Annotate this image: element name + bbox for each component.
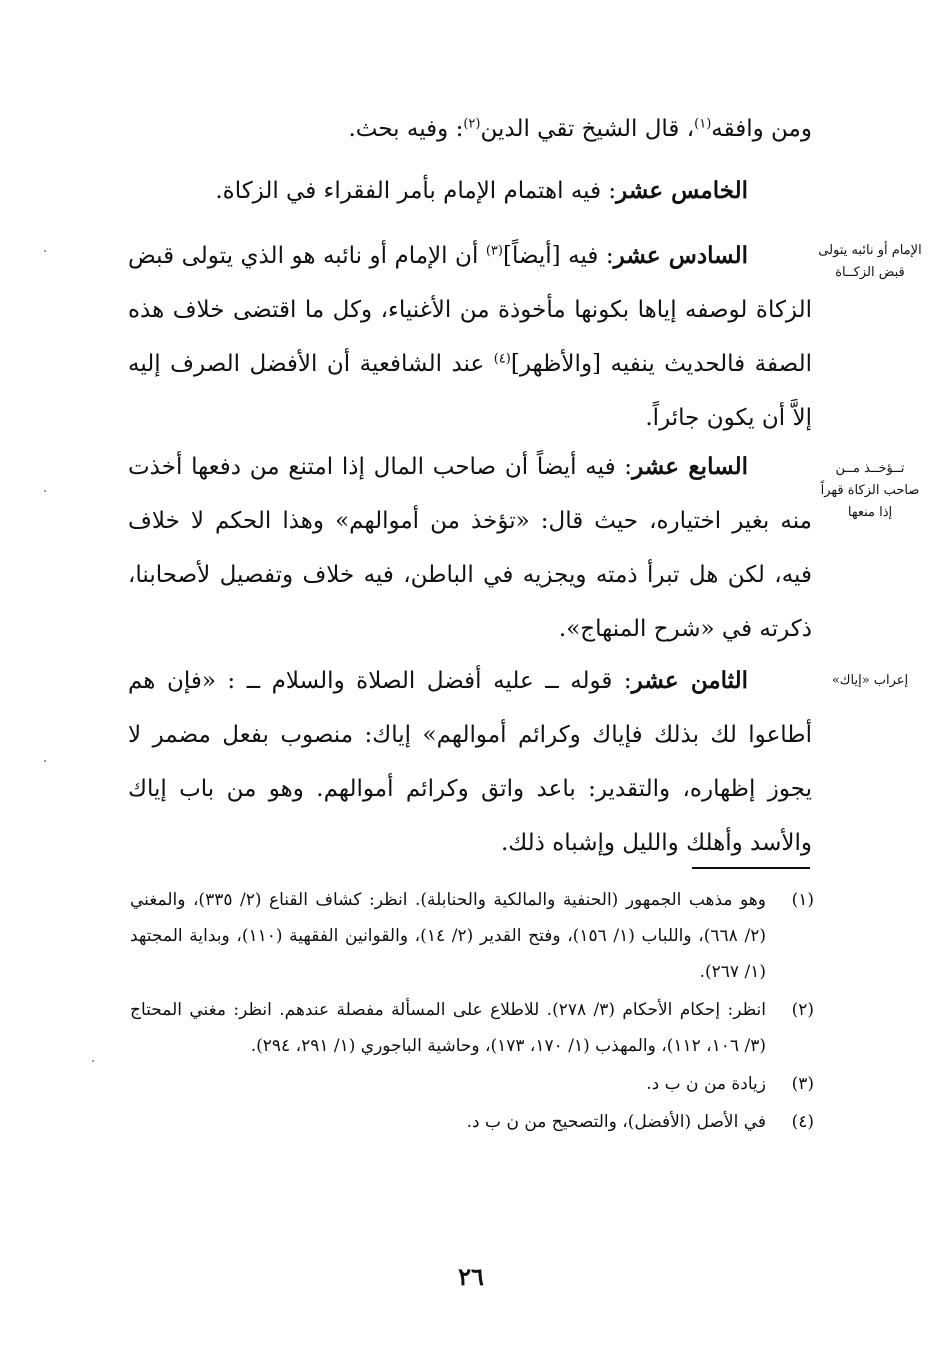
side-note-iyyaka-parsing: إعراب «إياك» (831, 673, 909, 688)
intro-text-c: : وفيه بحث. (348, 116, 464, 142)
paragraph-16-heading: السادس عشر (613, 242, 749, 269)
intro-text-b: ، قال الشيخ تقي الدين (480, 116, 695, 142)
paragraph-15-heading: الخامس عشر (616, 177, 748, 204)
intro-line (128, 102, 812, 156)
footnote-ref-4[interactable]: (٤) (493, 351, 511, 367)
paragraph-16-text-b: أن الإمام أو نائبه هو الذي يتولى قبض الزكاة لوصفه إياها بكونها مأخوذة من الأغنياء، وكل ما اقتضى خلاف هذه الصفة فالحديث ينفيه [والأظهر] (128, 243, 812, 377)
scan-dot (44, 760, 46, 762)
footnotes (130, 882, 814, 1142)
footnote-ref-3[interactable]: (٣) (485, 243, 503, 259)
footnote-1 (130, 882, 814, 990)
paragraph-18 (128, 654, 812, 870)
footnote-number: (٣) (791, 1074, 814, 1094)
scan-dot (44, 490, 46, 492)
footnote-text: انظر: إحكام الأحكام (٣/ ٢٧٨). للاطلاع على المسألة مفصلة عندهم. انظر: مغني المحتاج (٣/ ١٠٦، ١١٢)، والمهذب (١/ ١٧٠، ١٧٣)، وحاشية الباجوري (١/ ٢٩١، ٢٩٤). (130, 1000, 766, 1056)
paragraph-16-text-c: عند الشافعية أن الأفضل الصرف إليه إلاَّ أن يكون جائراً. (128, 351, 812, 431)
footnote-ref-2[interactable]: (٢) (463, 116, 481, 132)
footnote-4 (130, 1104, 814, 1140)
side-note-imam-collects-zakat: الإمام أو نائبه يتولى قبض الزكــاة (818, 243, 922, 280)
paragraph-18-heading: الثامن عشر (631, 667, 748, 694)
intro-text-a: ومن وافقه (711, 116, 812, 142)
paragraph-16 (128, 229, 812, 445)
scan-dot (44, 250, 46, 252)
footnote-ref-1[interactable]: (١) (694, 116, 712, 132)
paragraph-15-text: : فيه اهتمام الإمام بأمر الفقراء في الزكاة. (215, 178, 617, 204)
footnote-number: (٢) (791, 1000, 814, 1020)
footnote-text: في الأصل (الأفضل)، والتصحيح من ن ب د. (466, 1112, 766, 1132)
paragraph-15 (128, 164, 812, 218)
footnote-number: (٤) (791, 1112, 814, 1132)
page-number: ٢٦ (458, 1262, 484, 1291)
footnote-separator (692, 867, 810, 869)
side-note-forced-collection: تــؤخــذ مــن صاحب الزكاة قهراً إذا منعها (820, 461, 920, 520)
paragraph-17 (128, 440, 812, 656)
footnote-2 (130, 992, 814, 1064)
paragraph-16-text-a: : فيه [أيضاً] (502, 243, 614, 269)
footnote-text: وهو مذهب الجمهور (الحنفية والمالكية والحنابلة). انظر: كشاف القناع (٢/ ٣٣٥)، والمغني (٢/ ٦٦٨)، واللباب (١/ ١٥٦)، وفتح القدير (٢/ ١٤)، والقوانين الفقهية (١١٠)، وبداية المجتهد (١/ ٢٦٧). (130, 890, 766, 982)
paragraph-18-text: : قوله ــ عليه أفضل الصلاة والسلام ــ : «فإن هم أطاعوا لك بذلك فإياك وكرائم أموالهم» إياك: منصوب بفعل مضمر لا يجوز إظهاره، والتقدير: باعد واتق وكرائم أموالهم. وهو من باب إياك والأسد وأهلك والليل وإشباه ذلك. (128, 668, 812, 856)
paragraph-17-heading: السابع عشر (632, 453, 748, 480)
scan-dot (92, 1060, 94, 1062)
paragraph-17-text: : فيه أيضاً أن صاحب المال إذا امتنع من دفعها أخذت منه بغير اختياره، حيث قال: «تؤخذ من أموالهم» وهذا الحكم لا خلاف فيه، لكن هل تبرأ ذمته ويجزيه في الباطن، فيه خلاف وتفصيل لأصحابنا، ذكرته في «شرح المنهاج». (128, 454, 812, 642)
footnote-number: (١) (791, 890, 814, 910)
footnote-3 (130, 1066, 814, 1102)
footnote-text: زيادة من ن ب د. (646, 1074, 766, 1094)
